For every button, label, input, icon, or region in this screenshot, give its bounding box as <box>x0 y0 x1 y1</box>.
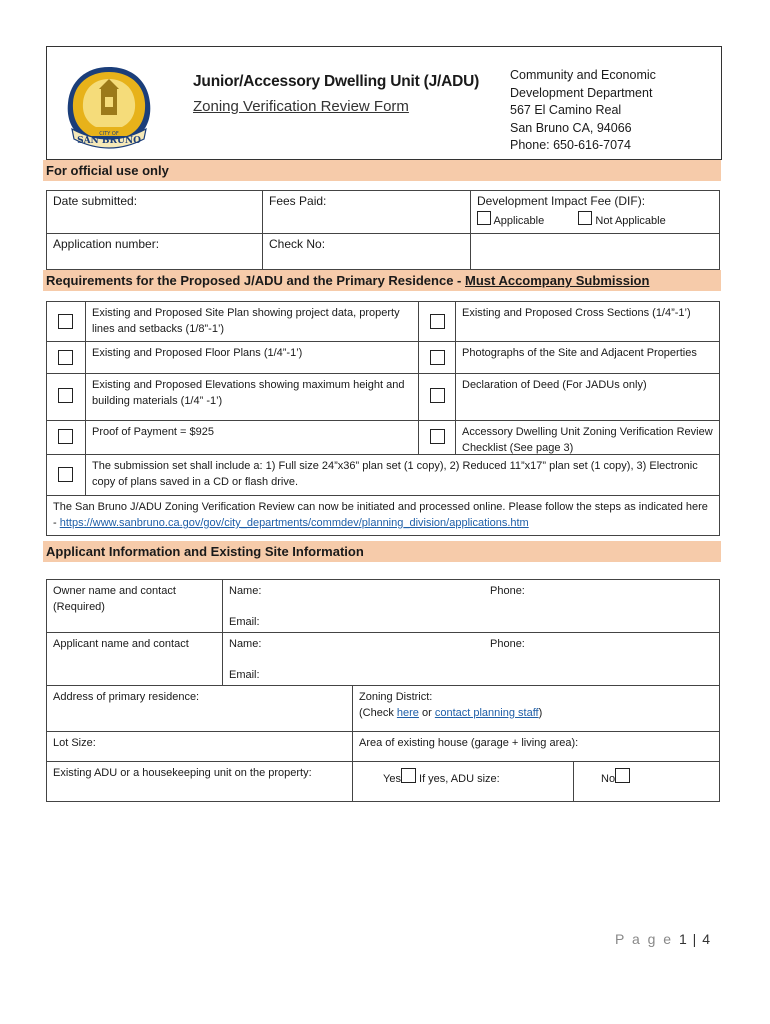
applicant-email-label: Email: <box>229 669 260 681</box>
page-separator: | <box>692 931 697 947</box>
no-label: No <box>601 773 616 785</box>
requirements-heading-text: Requirements for the Proposed J/ADU and the Primary Residence - <box>46 273 465 288</box>
address-field[interactable] <box>46 685 353 732</box>
req-elevations: Existing and Proposed Elevations showing maximum height and building materials (1/4” -1’) <box>85 373 419 421</box>
dif-field <box>470 190 720 234</box>
date-submitted-field[interactable] <box>46 190 263 234</box>
existing-adu-cell <box>46 761 353 802</box>
owner-label: Owner name and contact (Required) <box>53 585 176 613</box>
zoning-district-label: Zoning District: <box>359 691 433 703</box>
department-address <box>510 67 656 155</box>
check-no-field[interactable] <box>262 233 471 270</box>
req-declaration: Declaration of Deed (For JADUs only) <box>455 373 720 421</box>
existing-adu-label: Existing ADU or a housekeeping unit on the property: <box>53 767 312 779</box>
dif-not-applicable-checkbox[interactable] <box>578 211 592 225</box>
page-total: 4 <box>702 931 710 947</box>
req-checkbox-floor-plans[interactable] <box>58 350 73 365</box>
applicant-phone-label: Phone: <box>490 638 525 650</box>
applicant-contact-field[interactable] <box>222 632 720 686</box>
page-label: P a g e <box>614 931 674 947</box>
req-checkbox-site-plan[interactable] <box>58 314 73 329</box>
date-submitted-label: Date submitted: <box>53 194 138 208</box>
zoning-suffix: ) <box>538 707 543 719</box>
req-checkbox-elevations[interactable] <box>58 388 73 403</box>
area-existing-field[interactable] <box>352 731 720 762</box>
page-number <box>615 931 710 947</box>
adu-yes-cell <box>352 761 574 802</box>
owner-phone-label: Phone: <box>490 585 525 597</box>
lot-size-label: Lot Size: <box>53 737 96 749</box>
applicant-name-label: Name: <box>229 638 262 650</box>
fees-paid-field[interactable] <box>262 190 471 234</box>
owner-name-label: Name: <box>229 585 262 597</box>
req-payment: Proof of Payment = $925 <box>85 420 419 455</box>
page-current: 1 <box>678 931 687 947</box>
dept-line: Phone: 650-616-7074 <box>510 138 631 152</box>
zoning-here-link[interactable]: here <box>396 707 419 719</box>
check-no-label: Check No: <box>269 237 326 251</box>
area-existing-label: Area of existing house (garage + living area): <box>359 737 579 749</box>
official-use-heading: For official use only <box>43 160 721 181</box>
zoning-district-field[interactable] <box>352 685 720 732</box>
adu-size-label: If yes, ADU size: <box>419 773 500 785</box>
applicant-label: Applicant name and contact <box>53 638 189 650</box>
owner-label-cell <box>46 579 223 633</box>
requirements-heading-emphasis: Must Accompany Submission <box>465 273 650 288</box>
req-checkbox-cross-sections[interactable] <box>430 314 445 329</box>
dif-not-applicable-label: Not Applicable <box>595 215 666 227</box>
dif-applicable-label: Applicable <box>493 215 545 227</box>
zoning-or: or <box>418 707 435 719</box>
adu-no-cell <box>573 761 720 802</box>
contact-planning-staff-link[interactable]: contact planning staff <box>434 707 539 719</box>
checkbox-cell <box>46 420 86 455</box>
form-title: Junior/Accessory Dwelling Unit (J/ADU) <box>193 73 480 90</box>
req-checkbox-checklist[interactable] <box>430 429 445 444</box>
checkbox-cell <box>418 341 456 374</box>
req-checkbox-submission-set[interactable] <box>58 467 73 482</box>
dept-line: Development Department <box>510 85 653 100</box>
logo-text: SAN BRUNO <box>77 136 141 146</box>
req-cross-sections: Existing and Proposed Cross Sections (1/4”-1’) <box>455 301 720 342</box>
applications-link[interactable]: https://www.sanbruno.ca.gov/gov/city_departments/commdev/planning_division/applications.htm <box>59 517 529 529</box>
dept-line: San Bruno CA, 94066 <box>510 120 632 135</box>
dif-applicable-checkbox[interactable] <box>477 211 491 225</box>
blank-cell <box>470 233 720 270</box>
adu-no-checkbox[interactable] <box>615 768 630 783</box>
requirements-heading <box>43 270 721 291</box>
req-checkbox-photographs[interactable] <box>430 350 445 365</box>
online-note-text: The San Bruno J/ADU Zoning Verification Review can now be initiated and processed online. Please follow the steps as indicated here - <box>53 501 708 529</box>
address-label: Address of primary residence: <box>53 691 200 703</box>
zoning-check-prefix: (Check <box>359 707 397 719</box>
application-number-field[interactable] <box>46 233 263 270</box>
application-number-label: Application number: <box>53 237 160 251</box>
city-seal-logo <box>60 65 158 151</box>
req-site-plan: Existing and Proposed Site Plan showing project data, property lines and setbacks (1/8”-1’) <box>85 301 419 342</box>
applicant-info-heading: Applicant Information and Existing Site Information <box>43 541 721 562</box>
req-checkbox-payment[interactable] <box>58 429 73 444</box>
checkbox-cell <box>418 373 456 421</box>
owner-email-label: Email: <box>229 616 260 628</box>
checkbox-cell <box>418 420 456 455</box>
req-submission-set: The submission set shall include a: 1) Full size 24”x36” plan set (1 copy), 2) Reduced 11”x17” plan set (1 copy), 3) Electronic copy of plans saved in a CD or flash drive. <box>85 454 720 496</box>
checkbox-cell <box>418 301 456 342</box>
adu-yes-checkbox[interactable] <box>401 768 416 783</box>
fees-paid-label: Fees Paid: <box>269 194 327 208</box>
checkbox-cell <box>46 301 86 342</box>
req-checklist: Accessory Dwelling Unit Zoning Verification Review Checklist (See page 3) <box>455 420 720 455</box>
checkbox-cell <box>46 341 86 374</box>
lot-size-field[interactable] <box>46 731 353 762</box>
applicant-label-cell <box>46 632 223 686</box>
form-subtitle: Zoning Verification Review Form <box>193 98 409 115</box>
dept-line: 567 El Camino Real <box>510 103 622 117</box>
req-floor-plans: Existing and Proposed Floor Plans (1/4”-1’) <box>85 341 419 374</box>
dif-label: Development Impact Fee (DIF): <box>477 194 646 208</box>
yes-label: Yes <box>383 773 401 785</box>
dept-line: Community and Economic <box>510 68 656 82</box>
logo-text-top: CITY OF <box>99 131 119 137</box>
checkbox-cell <box>46 373 86 421</box>
online-note <box>46 495 720 536</box>
owner-contact-field[interactable] <box>222 579 720 633</box>
req-photographs: Photographs of the Site and Adjacent Properties <box>455 341 720 374</box>
req-checkbox-declaration[interactable] <box>430 388 445 403</box>
checkbox-cell <box>46 454 86 496</box>
